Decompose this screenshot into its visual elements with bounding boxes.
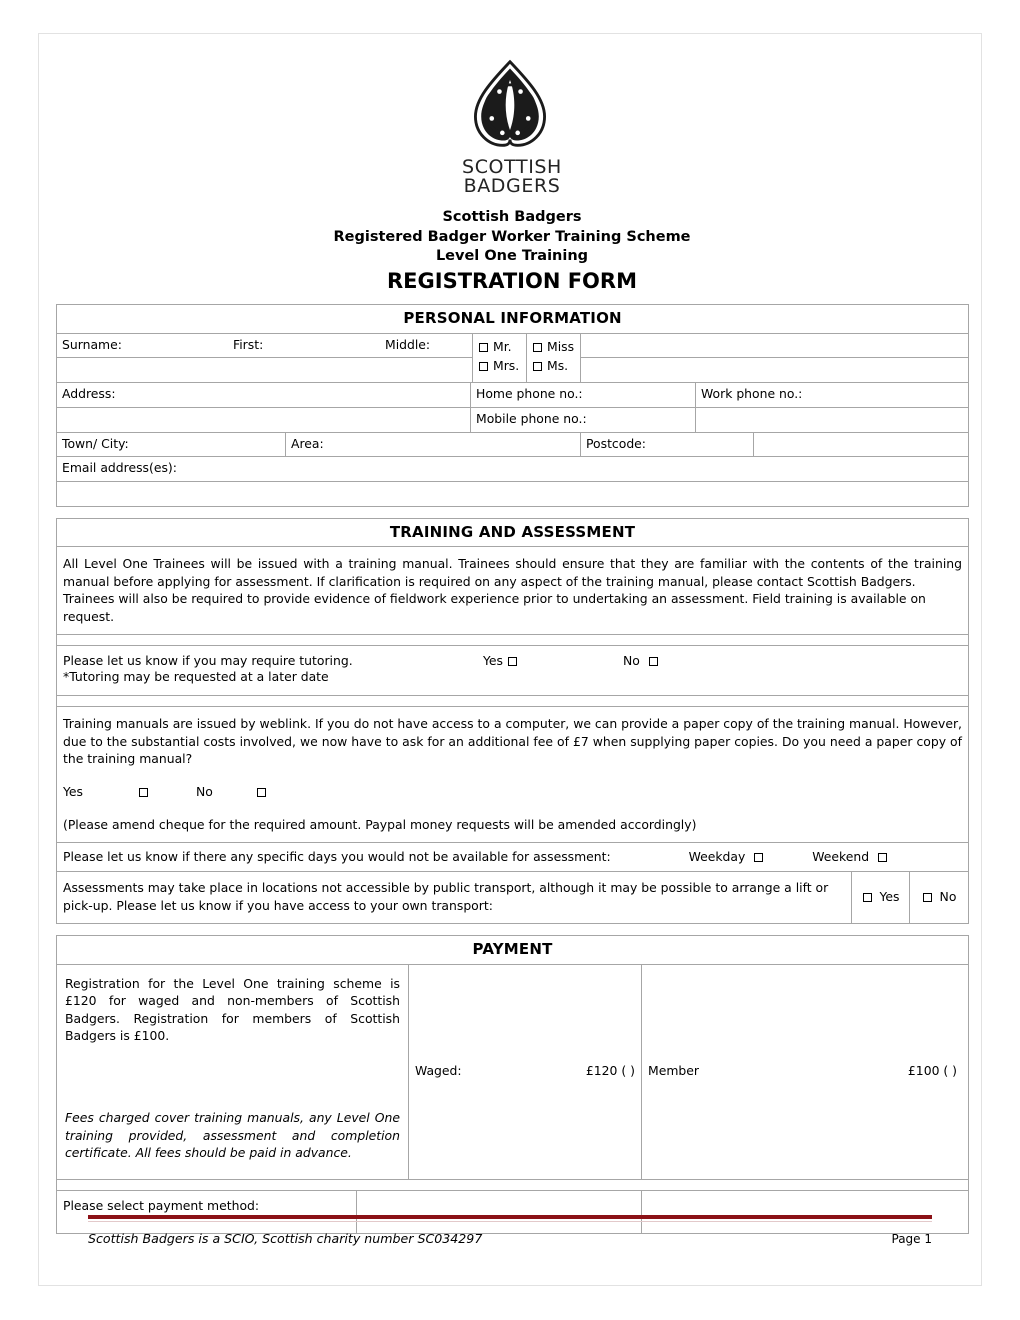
title-label-miss: Miss: [547, 338, 575, 354]
footer-rule-dark: [88, 1215, 932, 1219]
title-option-miss[interactable]: [532, 337, 575, 356]
email-label: Email address(es):: [62, 460, 177, 476]
postcode-cell[interactable]: [581, 432, 754, 457]
title-label-ms: Ms.: [547, 357, 569, 373]
level-name: Level One Training: [435, 248, 589, 265]
section-header-row: [57, 936, 969, 964]
section-title-personal-information: PERSONAL INFORMATION: [57, 305, 969, 333]
spacer: [57, 1179, 969, 1190]
checkbox-icon[interactable]: [863, 893, 872, 902]
availability-question: Please let us know if there any specific days you would not be available for assessment:: [63, 849, 611, 865]
name-row: [57, 333, 969, 358]
fees-paragraph: Registration for the Level One training scheme is £120 for waged and non-members of Scottish Badgers. Registration for members of Scottish Badgers is £100.: [65, 975, 400, 1044]
logo-block: [56, 55, 968, 196]
tutoring-row: [57, 645, 969, 695]
title-other-input-1[interactable]: [581, 333, 969, 358]
waged-label: Waged:: [415, 1063, 462, 1079]
spacer: [57, 634, 969, 645]
fees-italic-note: Fees charged cover training manuals, any Level One training provided, assessment and completion certificate. All fees should be paid in advance.: [65, 1109, 400, 1161]
checkbox-icon[interactable]: [649, 657, 658, 666]
section-title-training-and-assessment: TRAINING AND ASSESSMENT: [57, 518, 969, 546]
middle-name-label: Middle:: [385, 336, 431, 352]
training-assessment-table: [56, 518, 969, 924]
title-label-mr: Mr.: [493, 338, 512, 354]
fees-description-cell: [57, 964, 409, 1179]
manual-yes-checkbox-wrap[interactable]: [138, 784, 196, 801]
triquetra-icon: [462, 57, 558, 153]
title-option-ms[interactable]: [532, 356, 575, 375]
home-phone-label: Home phone no.:: [476, 386, 583, 402]
scottish-badgers-logo: [462, 57, 562, 196]
title-option-mr-mrs-cell[interactable]: [473, 333, 527, 382]
tutoring-yes-option[interactable]: [483, 653, 623, 670]
title-other-input-2[interactable]: [581, 358, 969, 383]
checkbox-icon[interactable]: [533, 343, 542, 352]
work-phone-cell[interactable]: [696, 383, 969, 408]
availability-weekend-option[interactable]: [812, 849, 888, 864]
address-row: [57, 383, 969, 408]
footer-charity-text: Scottish Badgers is a SCIO, Scottish charity number SC034297: [88, 1231, 483, 1246]
name-input-cell[interactable]: [57, 358, 473, 383]
payment-method-label: Please select payment method:: [63, 1197, 260, 1213]
paper-manual-row: [57, 707, 969, 843]
paper-manual-question: Training manuals are issued by weblink. If you do not have access to a computer, we can provide a paper copy of the training manual. However, due to the substantial costs involved, we now have to ask for an additional fee of £7 when supplying paper copies. Do you need a paper copy of the training manual?: [63, 716, 962, 767]
page-footer: [88, 1215, 932, 1246]
checkbox-icon[interactable]: [257, 788, 266, 797]
transport-yes-label: Yes: [879, 888, 900, 904]
transport-no-label: No: [939, 888, 957, 904]
weekend-label: Weekend: [812, 849, 870, 865]
home-phone-cell[interactable]: [471, 383, 696, 408]
checkbox-icon[interactable]: [878, 853, 887, 862]
title-option-mrs[interactable]: [478, 356, 521, 375]
mobile-phone-label: Mobile phone no.:: [476, 410, 587, 426]
name-fields-cell[interactable]: [57, 333, 473, 358]
email-input-cell[interactable]: [57, 482, 969, 507]
work-phone-label: Work phone no.:: [701, 386, 803, 402]
email-label-cell[interactable]: [57, 457, 969, 482]
email-input-row: [57, 482, 969, 507]
logo-wordmark: [462, 158, 562, 196]
spacer-row: [57, 1179, 969, 1190]
checkbox-icon[interactable]: [479, 362, 488, 371]
weekday-label: Weekday: [688, 849, 746, 865]
training-intro-cell: [57, 547, 969, 634]
org-name: Scottish Badgers: [442, 209, 582, 225]
first-name-label: First:: [233, 336, 264, 352]
tutoring-note: *Tutoring may be requested at a later date: [63, 669, 329, 685]
spacer-row: [57, 696, 969, 707]
area-cell[interactable]: [286, 432, 581, 457]
member-option-cell[interactable]: [642, 964, 969, 1179]
spacer: [57, 696, 969, 707]
transport-no-cell[interactable]: [910, 872, 969, 924]
tutoring-question-label: Please let us know if you may require tutoring.: [63, 652, 353, 668]
member-label: Member: [648, 1063, 699, 1079]
page-title: REGISTRATION FORM: [387, 269, 637, 294]
postcode-label: Postcode:: [586, 435, 646, 451]
transport-yes-cell[interactable]: [852, 872, 910, 924]
work-phone-input-cell[interactable]: [696, 407, 969, 432]
email-row: [57, 457, 969, 482]
transport-question-cell: [57, 872, 852, 924]
availability-cell[interactable]: [57, 843, 969, 872]
address-input-cell[interactable]: [57, 407, 471, 432]
mobile-phone-cell[interactable]: [471, 407, 696, 432]
address-label-cell[interactable]: [57, 383, 471, 408]
logo-line-badgers: BADGERS: [463, 175, 561, 197]
section-header-row: [57, 518, 969, 546]
postcode-input-cell[interactable]: [754, 432, 969, 457]
tutoring-question-cell[interactable]: [57, 645, 969, 695]
availability-weekday-option[interactable]: [689, 849, 769, 864]
paper-manual-cell[interactable]: [57, 707, 969, 843]
training-intro-paragraph-2: Trainees will also be required to provide evidence of fieldwork experience prior to undertaking an assessment. Field training is available on request.: [63, 591, 926, 624]
footer-page-number: Page 1: [891, 1232, 932, 1246]
manual-yes-label: Yes: [63, 783, 84, 799]
footer-rule-light: [88, 1221, 932, 1222]
payment-fees-row: [57, 964, 969, 1179]
waged-amount[interactable]: £120 ( ): [585, 1063, 635, 1079]
surname-label: Surname:: [62, 336, 122, 352]
town-city-label: Town/ City:: [62, 435, 129, 451]
town-area-postcode-row: [57, 432, 969, 457]
availability-row: [57, 843, 969, 872]
address-line2-row: [57, 407, 969, 432]
checkbox-icon[interactable]: [533, 362, 542, 371]
checkbox-icon[interactable]: [923, 893, 932, 902]
document-content: [56, 55, 968, 1234]
training-intro-paragraph-1: All Level One Trainees will be issued with a training manual. Trainees should ensure that they are familiar with the contents of the training manual before applying for assessment. If clarification is required on any aspect of the training manual, please contact Scottish Badgers.: [63, 556, 962, 589]
checkbox-icon[interactable]: [479, 343, 488, 352]
title-option-mr[interactable]: [478, 337, 521, 356]
logo-line-scottish: SCOTTISH: [462, 156, 562, 178]
transport-paragraph: Assessments may take place in locations not accessible by public transport, although it may be possible to arrange a lift or pick-up. Please let us know if you have access to your own transport:: [63, 880, 829, 913]
waged-option-cell[interactable]: [409, 964, 642, 1179]
transport-row: [57, 872, 969, 924]
manual-no-label: No: [196, 783, 213, 799]
spacer-row: [57, 634, 969, 645]
checkbox-icon[interactable]: [508, 657, 517, 666]
payment-table: [56, 935, 969, 1233]
personal-information-table: [56, 304, 969, 506]
member-amount[interactable]: £100 ( ): [907, 1063, 958, 1079]
town-city-cell[interactable]: [57, 432, 286, 457]
section-title-payment: PAYMENT: [57, 936, 969, 964]
address-label: Address:: [62, 386, 116, 402]
tutoring-yes-label: Yes: [483, 652, 504, 668]
training-intro-row: [57, 547, 969, 634]
tutoring-no-label: No: [623, 652, 640, 668]
manual-no-checkbox-wrap[interactable]: [256, 784, 267, 801]
area-label: Area:: [291, 435, 324, 451]
paper-manual-note: (Please amend cheque for the required amount. Paypal money requests will be amended accordingly): [63, 816, 697, 832]
title-option-miss-ms-cell[interactable]: [527, 333, 581, 382]
tutoring-no-option[interactable]: [623, 653, 659, 670]
checkbox-icon[interactable]: [754, 853, 763, 862]
title-block: [56, 208, 968, 295]
title-label-mrs: Mrs.: [493, 357, 520, 373]
section-header-row: [57, 305, 969, 333]
scheme-name: Registered Badger Worker Training Scheme: [333, 228, 691, 245]
checkbox-icon[interactable]: [139, 788, 148, 797]
